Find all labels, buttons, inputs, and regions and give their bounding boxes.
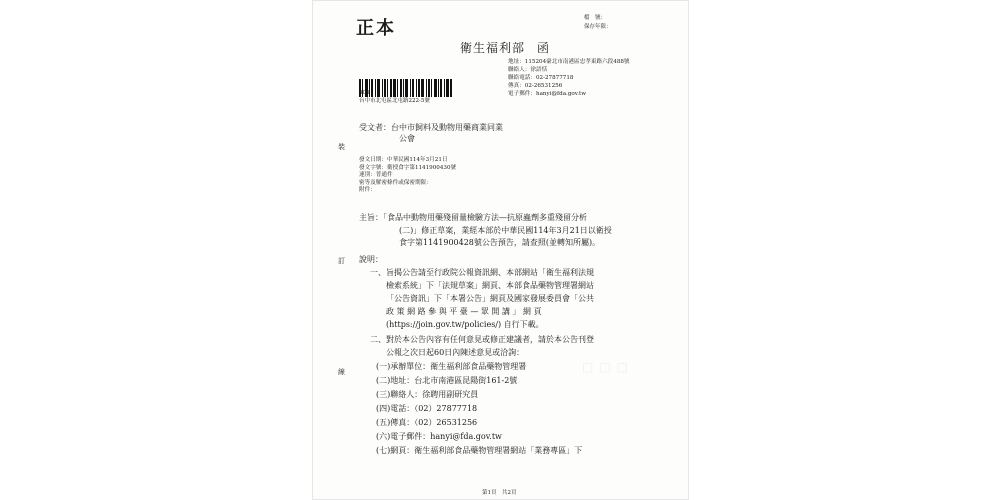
contact-person: 聯絡人：徐語恬 [508,67,548,74]
attachments: 附件： [359,187,376,194]
contact-email: 電子郵件：hanyi@fda.gov.tw [508,91,587,98]
document-type: 函 [537,41,551,55]
mailing-street: 台中市北屯區北屯路222-5號 [359,98,430,104]
binding-mark-bottom: 線 [338,368,345,376]
explanation-item-1-line-5: (https://join.gov.tw/policies/) 自行下載。 [386,320,544,329]
mailing-address [359,89,430,105]
binding-mark-middle: 訂 [338,257,345,265]
contact-phone: 聯絡電話：02-27877718 [508,75,574,82]
explanation-item-1-line-1: 一、旨揭公告請至行政院公報資訊網、本部網站「衛生福利法規 [370,268,594,277]
explanation-label: 說明： [359,255,383,264]
contact-item-phone: (四)電話：（02）27877718 [376,404,478,413]
recipient-line-1: 受文者：台中市飼料及動物用藥商業同業 [359,123,503,132]
recipient-block [359,122,503,144]
explanation-item-2-line-2: 公報之次日起60日內陳述意見或洽詢： [386,348,525,357]
contact-item-website: (七)網頁：衛生福利部食品藥物管理署網站「業務專區」下 [376,446,583,455]
document-page [312,0,689,500]
subject-line-1: 主旨：「食品中動物用藥殘留量檢驗方法—抗原蟲劑多重殘留分析 [359,213,587,222]
binding-mark-top: 裝 [338,143,345,151]
page-footer: 第1頁 共2頁 [482,490,517,496]
explanation-item-1-line-3: 「公告資訊」下「本署公告」網頁及國家發展委員會「公共 [386,294,594,303]
issuing-organization: 衛生福利部 [460,41,526,55]
subject-line-3: 食字第1141900428號公告預告，請查照(並轉知所屬)。 [399,238,601,247]
dispatch-date: 發文日期：中華民國114年3月21日 [359,157,448,163]
contact-item-fax: (五)傳真：（02）26531256 [376,418,478,427]
dispatch-number: 發文字號：衛授食字第1141900430號 [359,164,457,171]
contact-item-unit: (一)承辦單位：衛生福利部食品藥物管理署 [376,362,527,371]
retention-label: 保存年限： [584,24,612,30]
contact-item-address: (二)地址：台北市南港區昆陽街161-2號 [376,376,518,385]
file-number-block [584,14,612,32]
contact-block [508,58,630,98]
explanation-item-1-line-2: 檢索系統」下「法規草案」網頁、本部食品藥物管理署網站 [386,281,594,290]
contact-item-email: (六)電子郵件：hanyi@fda.gov.tw [376,432,502,441]
original-copy-stamp: 正本 [356,18,396,39]
file-number-label: 檔 號： [584,15,607,21]
subject-block [359,212,659,250]
subject-line-2: (二)」修正草案，業經本部於中華民國114年3月21日以衛授 [399,225,612,235]
dispatch-meta [359,157,456,195]
document-title [460,39,550,56]
recipient-line-2: 公會 [399,134,415,143]
contact-address: 地址：115204臺北市南港區忠孝東路六段488號 [508,59,630,65]
explanation-item-2-line-1: 二、對於本公告內容有任何意見或修正建議者，請於本公告刊登 [370,335,594,344]
contact-fax: 傳真：02-26531256 [508,83,563,90]
secrecy-level: 密等及解密條件或保密期限： [359,179,432,186]
dispatch-speed: 速別：普通件 [359,172,393,179]
mailing-zip: 406 [359,90,370,96]
faint-seal-watermark: □□□ [582,360,635,374]
contact-item-person: (三)聯絡人：徐聘用副研究員 [376,390,479,399]
explanation-item-1-line-4: 政 策 網 路 參 與 平 臺 — 眾 開 講 」 網 頁 [386,307,542,316]
